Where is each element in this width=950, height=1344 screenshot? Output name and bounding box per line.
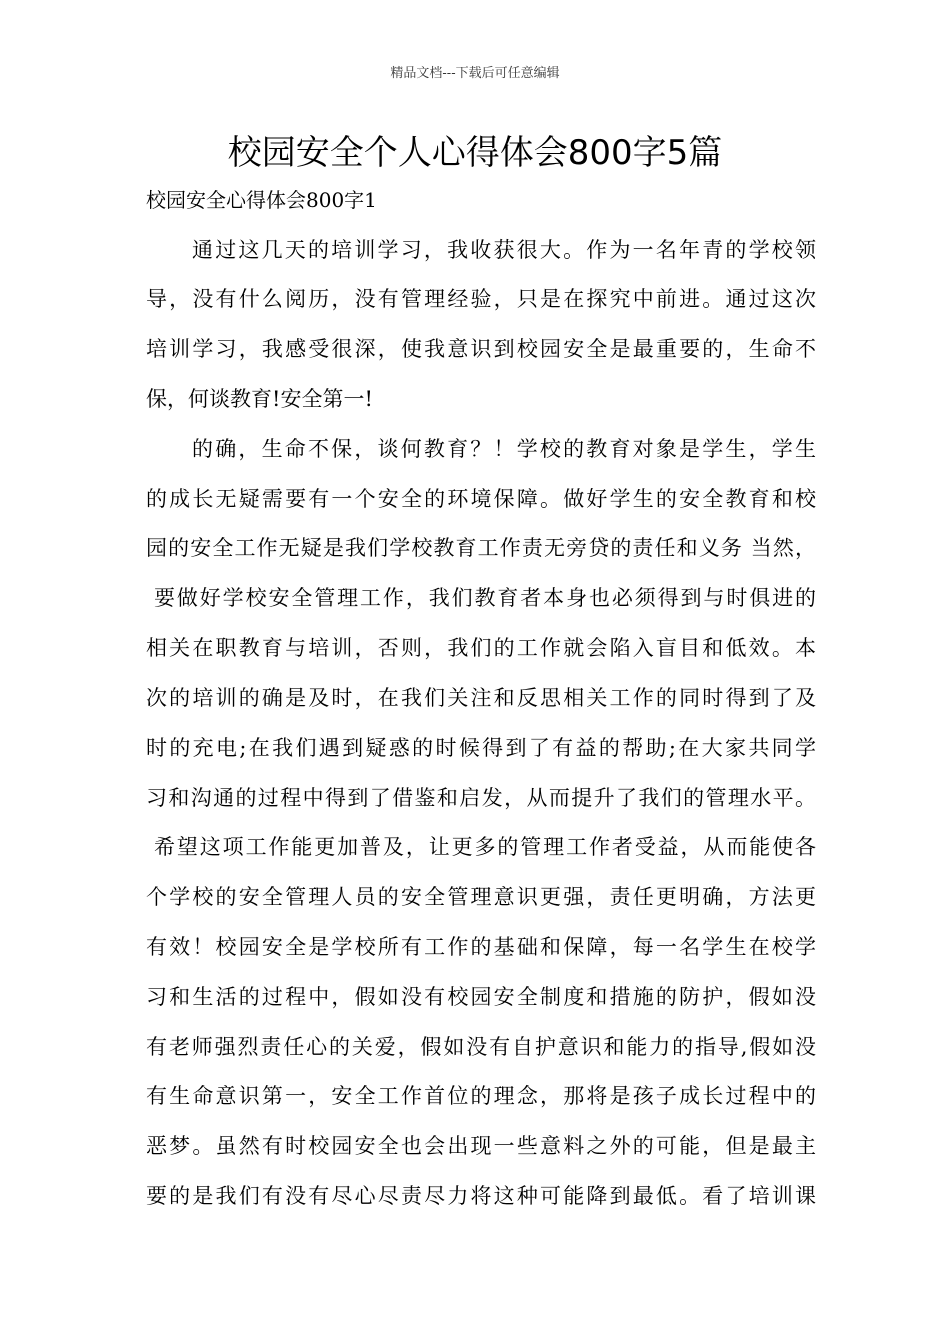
paragraph-line: 的成长无疑需要有一个安全的环境保障。做好学生的安全教育和校 [146,487,816,511]
paragraph-line: 园的安全工作无疑是我们学校教育工作责无旁贷的责任和义务 当然， [146,536,816,560]
section-subtitle: 校园安全心得体会800字1 [146,188,377,212]
paragraph-line: 时的充电;在我们遇到疑惑的时候得到了有益的帮助;在大家共同学 [146,736,816,760]
document-title: 校园安全个人心得体会800字5篇 [227,133,723,173]
paragraph-line: 相关在职教育与培训，否则，我们的工作就会陷入盲目和低效。本 [146,636,816,660]
paragraph-line: 个学校的安全管理人员的安全管理意识更强，责任更明确，方法更 [146,885,816,909]
paragraph-line: 有老师强烈责任心的关爱，假如没有自护意识和能力的指导,假如没 [146,1035,816,1059]
paragraph-line: 恶梦。虽然有时校园安全也会出现一些意料之外的可能，但是最主 [146,1134,816,1158]
page-header: 精品文档---下载后可任意编辑 [390,66,560,81]
paragraph-line: 希望这项工作能更加普及，让更多的管理工作者受益，从而能使各 [154,835,816,859]
paragraph-line: 有效！校园安全是学校所有工作的基础和保障，每一名学生在校学 [146,935,816,959]
paragraph-line: 习和生活的过程中，假如没有校园安全制度和措施的防护，假如没 [146,985,816,1009]
paragraph-line: 的确，生命不保，谈何教育？！学校的教育对象是学生，学生 [192,437,816,461]
paragraph-line: 次的培训的确是及时，在我们关注和反思相关工作的同时得到了及 [146,686,816,710]
paragraph-line: 导，没有什么阅历，没有管理经验，只是在探究中前进。通过这次 [146,287,816,311]
paragraph-line: 有生命意识第一，安全工作首位的理念，那将是孩子成长过程中的 [146,1084,816,1108]
paragraph-line: 培训学习，我感受很深，使我意识到校园安全是最重要的，生命不 [146,337,816,361]
paragraph-line: 保，何谈教育!安全第一! [146,387,373,411]
paragraph-line: 习和沟通的过程中得到了借鉴和启发，从而提升了我们的管理水平。 [146,786,816,810]
paragraph-line: 要的是我们有没有尽心尽责尽力将这种可能降到最低。看了培训课 [146,1184,816,1208]
paragraph-line: 通过这几天的培训学习，我收获很大。作为一名年青的学校领 [192,238,816,262]
paragraph-line: 要做好学校安全管理工作，我们教育者本身也必须得到与时俱进的 [154,586,816,610]
